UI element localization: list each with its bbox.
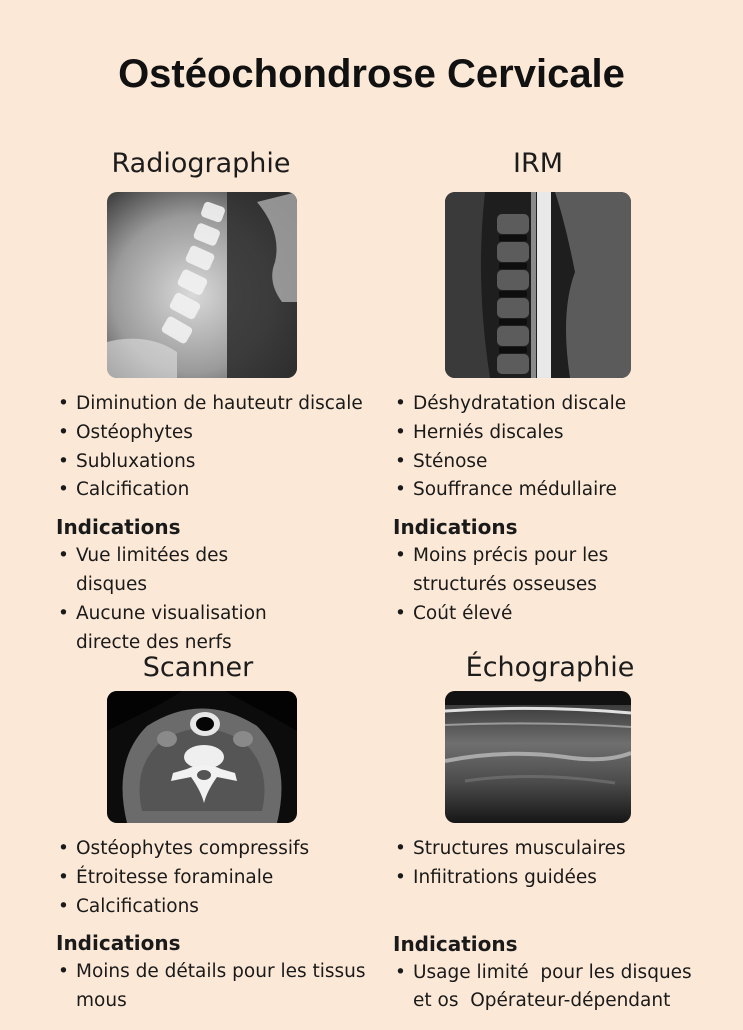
indications-title: Indications: [56, 931, 181, 956]
finding-item: • Structures musculaires: [393, 835, 723, 864]
indications-title: Indications: [393, 931, 518, 956]
section-echographie: [393, 650, 723, 1016]
cervical-ct-image: [107, 691, 297, 823]
cervical-mri-image: [445, 192, 631, 378]
finding-item: • Herniés discales: [393, 419, 723, 448]
section-title: Échographie: [465, 652, 635, 683]
finding-item: • Calcification: [56, 476, 386, 505]
finding-item: • Infiitrations guidées: [393, 864, 723, 893]
finding-item: • Ostéophytes: [56, 419, 386, 448]
cervical-xray-image: [107, 192, 297, 378]
section-irm: [393, 146, 723, 629]
finding-item: • Souffrance médullaire: [393, 476, 723, 505]
finding-item: • Subluxations: [56, 448, 386, 477]
finding-item: • Sténose: [393, 448, 723, 477]
indications-title: Indications: [56, 515, 181, 540]
indication-item: • Vue limitées des disques: [56, 542, 296, 600]
finding-item: • Déshydratation discale: [393, 390, 723, 419]
section-scanner: [56, 650, 386, 1016]
section-radiographie: [56, 146, 386, 657]
section-title: IRM: [512, 148, 564, 179]
indication-item: • Moins précis pour les structurés osseuses: [393, 542, 633, 600]
page-title: Ostéochondrose Cervicale: [118, 52, 625, 96]
section-title: Radiographie: [111, 148, 291, 179]
finding-item: • Ostéophytes compressifs: [56, 835, 386, 864]
indications-title: Indications: [393, 515, 518, 540]
section-title: Scanner: [142, 652, 254, 683]
finding-item: • Calcifications: [56, 893, 386, 922]
ultrasound-image: [445, 691, 631, 823]
finding-item: • Étroitesse foraminale: [56, 864, 386, 893]
indication-item: • Moins de détails pour les tissus mous: [56, 958, 374, 1016]
finding-item: • Diminution de hauteutr discale: [56, 390, 386, 419]
indication-item: • Usage limité pour les disques et os Opérateur-dépendant: [393, 959, 703, 1017]
indication-item: • Aucune visualisation directe des nerfs: [56, 600, 296, 658]
indication-item: • Coút élevé: [393, 600, 633, 629]
